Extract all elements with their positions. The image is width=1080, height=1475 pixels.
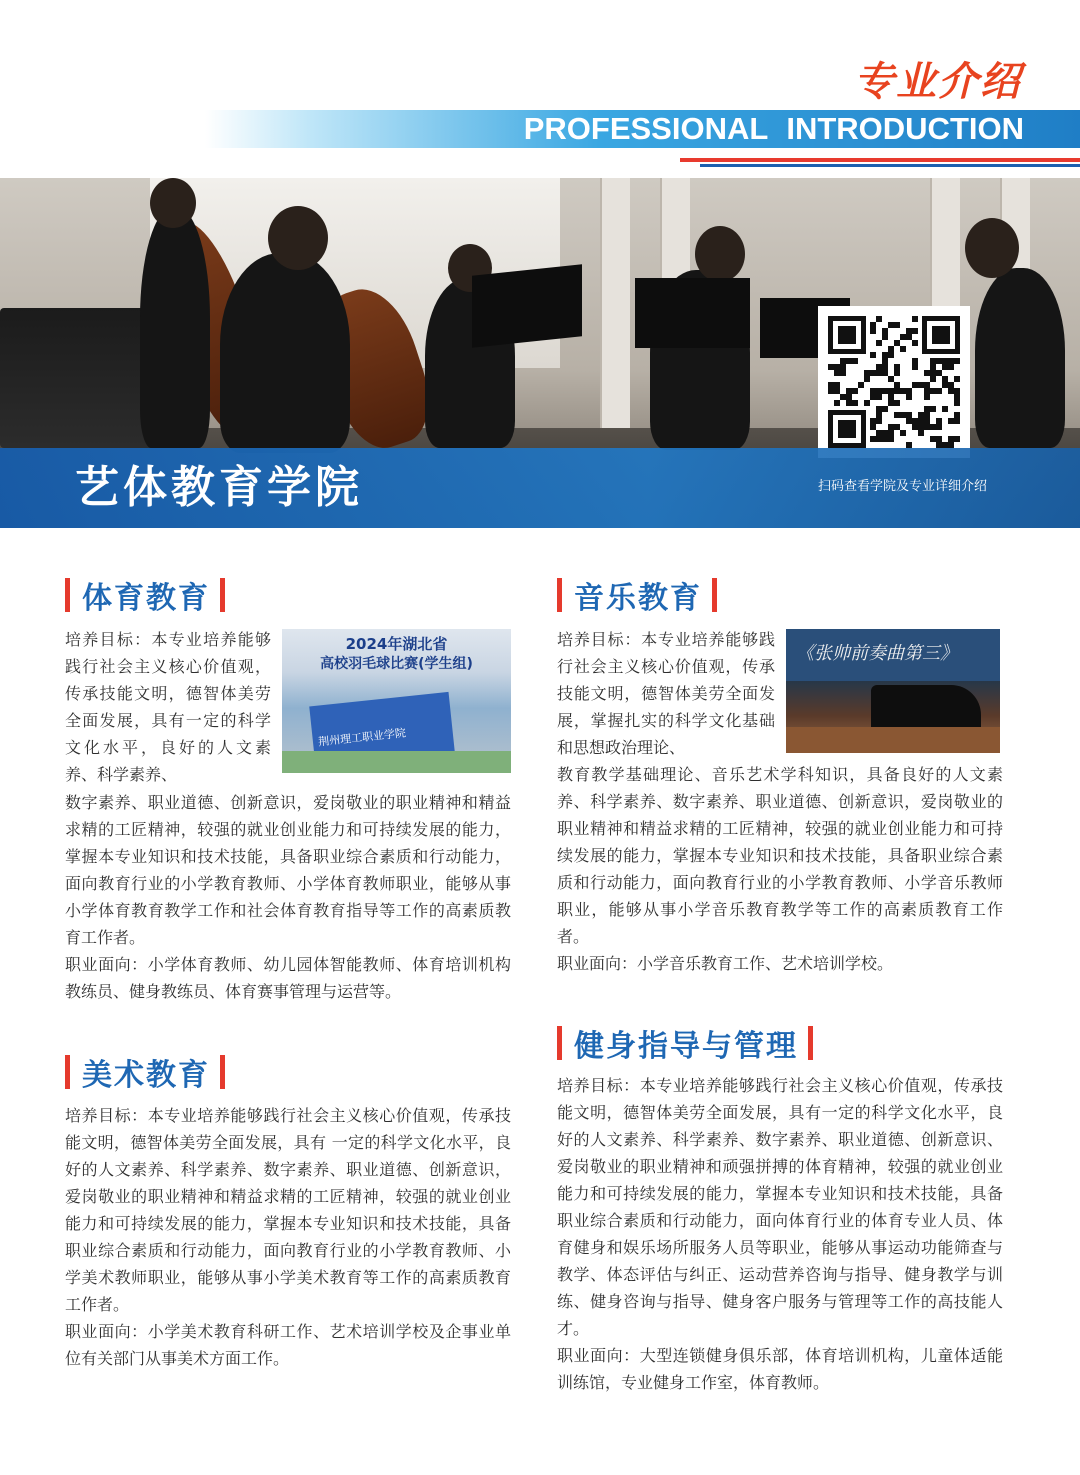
piano-performance-photo: 《张帅前奏曲第三》: [786, 629, 1000, 753]
music-stand: [472, 264, 582, 348]
performer-bassist: [140, 208, 210, 448]
qr-caption: 扫码查看学院及专业详细介绍: [818, 479, 988, 494]
pe-goal-wrap: 培养目标：本专业培养能够践行社会主义核心价值观，传承技能文明，德智体美劳全面发展，具有一定的科学文化水平，良好的人文素养、科学素养、: [65, 630, 271, 784]
section-heading-art: 美术教育: [65, 1053, 225, 1091]
page-title-cn: 专业介绍: [854, 59, 1022, 105]
art-body: [65, 1102, 511, 1372]
performer-violinist-2: [975, 268, 1065, 448]
section-heading-pe: 体育教育: [65, 576, 225, 614]
page-title-en: PROFESSIONAL INTRODUCTION: [523, 111, 1024, 146]
music-career: 职业面向：小学音乐教育工作、艺术培训学校。: [557, 954, 894, 973]
pe-career: 职业面向：小学体育教师、幼儿园体智能教师、体育培训机构教练员、健身教练员、体育赛事管理与运营等。: [65, 955, 511, 1001]
fitness-goal: 培养目标：本专业培养能够践行社会主义核心价值观，传承技能文明，德智体美劳全面发展，具有一定的科学文化水平，良好的人文素养、科学素养、数字素养、职业道德、创新意识、爱岗敬业的职业精神和顽强拼搏的体育精神，较强的就业创业能力和可持续发展的能力，掌握本专业知识和技术技能，具备职业综合素质和行动能力，面向体育行业的体育专业人员、体育健身和娱乐场所服务人员等职业，能够从事运动功能筛查与教学、体态评估与纠正、运动营养咨询与指导、健身教学与训练、健身咨询与指导、健身客户服务与管理等工作的高技能人才。: [557, 1076, 1003, 1338]
section-heading-music: 音乐教育: [557, 576, 717, 614]
header-divider-blue: [700, 164, 1080, 167]
performer-cellist: [220, 253, 350, 453]
college-name: 艺体教育学院: [75, 462, 363, 513]
music-body: 教育教学基础理论、音乐艺术学科知识，具备良好的人文素养、科学素养、数字素养、职业道德、创新意识，爱岗敬业的职业精神和精益求精的工匠精神，较强的就业创业能力和可持续发展的能力，掌握本专业知识和技术技能，具备职业综合素质和行动能力，面向教育行业的小学教育教师、小学音乐教师职业，能够从事小学音乐教育教学等工作的高素质教育工作者。 职业面向：小学音乐教育工作、艺术培训学校。: [557, 761, 1003, 977]
badminton-team-photo: 2024年湖北省 高校羽毛球比赛(学生组) 荆州理工职业学院: [282, 629, 511, 773]
header-divider-red: [680, 158, 1080, 162]
pe-body: 数字素养、职业道德、创新意识，爱岗敬业的职业精神和精益求精的工匠精神，较强的就业创业能力和可持续发展的能力，掌握本专业知识和技术技能，具备职业综合素质和行动能力，面向教育行业的小学教育教师、小学体育教师职业，能够从事小学体育教育教学工作和社会体育教育指导等工作的高素质教育工作者。 职业面向：小学体育教师、幼儿园体智能教师、体育培训机构教练员、健身教练员、体育赛事管理与运营等。: [65, 789, 511, 1005]
hero-photo: [0, 178, 1080, 528]
music-goal-wrap: 培养目标：本专业培养能够践行社会主义核心价值观，传承技能文明，德智体美劳全面发展，掌握扎实的科学文化基础和思想政治理论、: [557, 630, 775, 757]
qr-code-image: [818, 306, 970, 458]
section-heading-fitness: 健身指导与管理: [557, 1024, 813, 1062]
art-goal: 培养目标：本专业培养能够践行社会主义核心价值观，传承技能文明，德智体美劳全面发展，具有 一定的科学文化水平，良好的人文素养、科学素养、数字素养、职业道德、创新意识，爱岗敬业的职业精神和精益求精的工匠精神，较强的就业创业能力和可持续发展的能力，掌握本专业知识和技术技能，具备职业综合素质和行动能力，面向教育行业的小学教育教师、小学美术教师职业，能够从事小学美术教育等工作的高素质教育工作者。: [65, 1106, 511, 1314]
fitness-career: 职业面向：大型连锁健身俱乐部，体育培训机构，儿童体适能训练馆，专业健身工作室，体育教师。: [557, 1346, 1003, 1392]
music-stand: [635, 278, 750, 348]
art-career: 职业面向：小学美术教育科研工作、艺术培训学校及企事业单位有关部门从事美术方面工作。: [65, 1322, 511, 1368]
fitness-body: [557, 1072, 1003, 1396]
qr-code[interactable]: [818, 306, 970, 458]
